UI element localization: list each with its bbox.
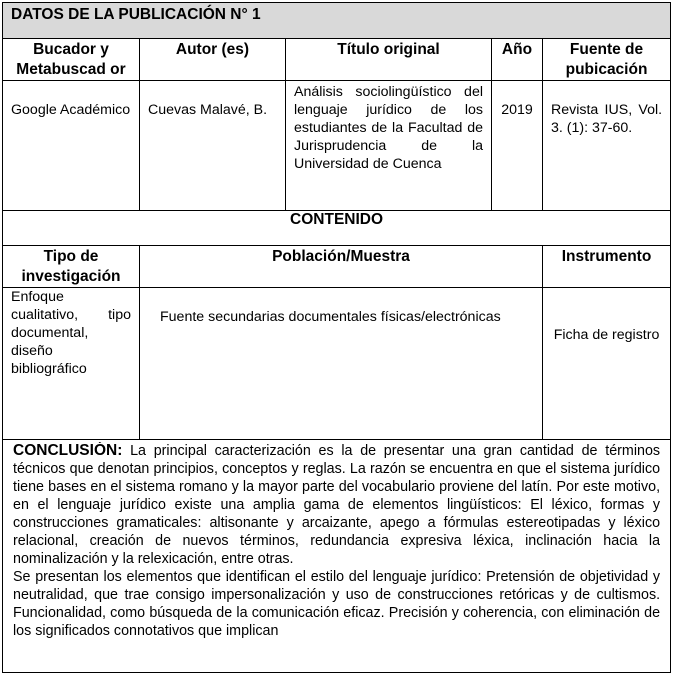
header-anio: Año (492, 39, 543, 81)
autor-value: Cuevas Malavé, B. (148, 102, 268, 118)
header-titulo: Título original (286, 39, 492, 81)
poblacion-value: Fuente secundarias documentales físicas/electrónicas (160, 309, 501, 325)
header-fuente: Fuente de pubicación (543, 39, 671, 81)
publication-title: DATOS DE LA PUBLICACIÓN N° 1 (3, 3, 671, 39)
publication-table (2, 2, 671, 673)
header-tipo: Tipo de investigación (3, 246, 140, 288)
cell-fuente (543, 81, 671, 211)
anio-value: 2019 (501, 102, 533, 118)
header-poblacion: Población/Muestra (140, 246, 543, 288)
conclusion-label: CONCLUSIÓN: (13, 442, 123, 459)
cell-poblacion (140, 288, 543, 440)
cell-buscador (3, 81, 140, 211)
tipo-value: Enfoque cualitativo, tipo documental, diseño bibliográfico (11, 289, 131, 377)
buscador-value: Google Académico (11, 102, 131, 118)
contenido-heading: CONTENIDO (3, 211, 671, 246)
conclusion-paragraph-2: Se presentan los elementos que identifican el estilo del lenguaje jurídico: Pretensión de objetividad y neutralidad, que trae consigo impersonalización y uso de construcciones retóricas y de cultismos. Funcionalidad, como búsqueda de la comunicación eficaz. Precisión y coherencia, con eliminación de los significados connotativos que implican (13, 569, 661, 639)
cell-instrumento (543, 288, 671, 440)
conclusion-paragraph-1: La principal caracterización es la de presentar una gran cantidad de términos técnicos que denotan principios, conceptos y reglas. La razón se encuentra en que el sistema jurídico tiene bases en el sistema romano y la mayor parte del vocabulario proviene del latín. Por este motivo, en el lenguaje jurídico existe una amplia gama de elementos lingüísticos: El léxico, formas y construcciones gramaticales: altisonante y arcaizante, apego a fórmulas estereotipadas y léxico relacional, creación de nuevos términos, redundancia expresiva léxica, inclinación hacia la nominalización y la relexicación, entre otras. (13, 443, 661, 567)
fuente-value: Revista IUS, Vol. 3. (1): 37-60. (551, 102, 663, 136)
conclusion-cell (3, 440, 671, 673)
cell-anio (492, 81, 543, 211)
instrumento-value: Ficha de registro (553, 327, 660, 343)
cell-tipo (3, 288, 140, 440)
cell-autor (140, 81, 286, 211)
cell-titulo (286, 81, 492, 211)
titulo-value: Análisis sociolingüístico del lenguaje jurídico de los estudiantes de la Facultad de Jurisprudencia de la Universidad de Cuenca (294, 84, 483, 172)
header-instrumento: Instrumento (543, 246, 671, 288)
header-autor: Autor (es) (140, 39, 286, 81)
header-buscador: Bucador y Metabuscad or (3, 39, 140, 81)
